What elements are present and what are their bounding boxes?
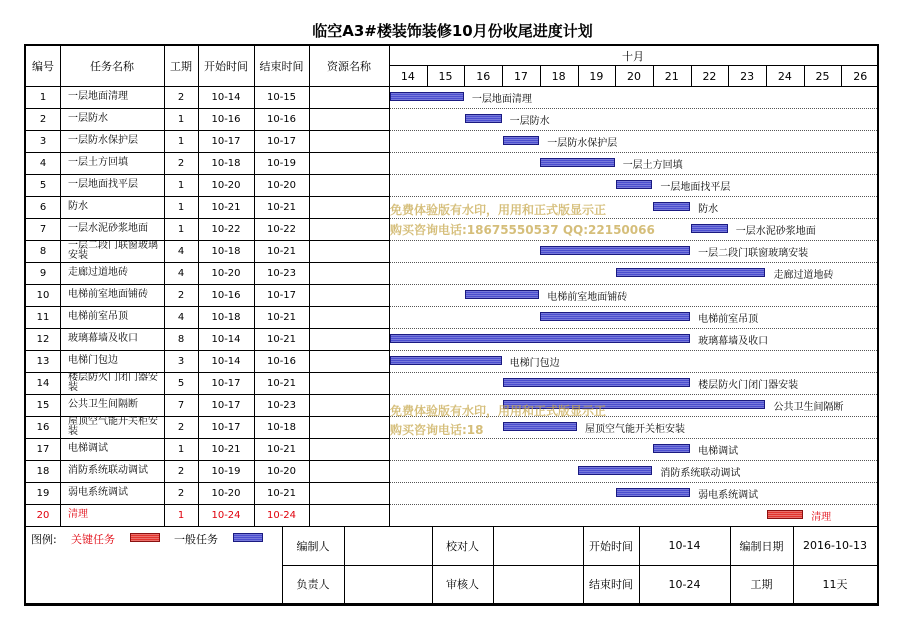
task-id-cell: 14 (36, 377, 50, 389)
footer-end-value: 10-24 (668, 577, 701, 591)
footer-date-label: 编制日期 (739, 539, 784, 553)
task-start-cell: 10-17 (211, 421, 241, 433)
header-dur: 工期 (170, 60, 192, 73)
row-dotted-line (389, 284, 877, 285)
header-day: 16 (476, 69, 491, 83)
task-id-cell: 12 (36, 333, 50, 345)
task-end-cell: 10-18 (266, 421, 297, 433)
task-name-cell: 屋顶空气能开关柜安装 (68, 416, 158, 437)
task-start-cell: 10-17 (211, 135, 241, 147)
footer-checker-label: 校对人 (446, 539, 479, 553)
task-dur-cell: 4 (177, 245, 185, 257)
task-end-cell: 10-17 (266, 135, 297, 147)
legend-normal-label: 一般任务 (174, 533, 218, 546)
task-start-cell: 10-20 (211, 267, 241, 279)
row-dotted-line (389, 152, 877, 153)
task-bar[interactable] (540, 158, 614, 167)
task-bar[interactable] (465, 290, 539, 299)
task-end-cell: 10-21 (266, 333, 297, 345)
task-bar-label: 电梯前室地面铺砖 (547, 292, 628, 303)
column-line (309, 46, 310, 526)
task-bar-label: 走廊过道地砖 (773, 270, 834, 281)
column-line (389, 46, 390, 526)
day-divider (464, 65, 465, 86)
task-bar-label: 防水 (698, 204, 719, 215)
task-dur-cell: 1 (177, 179, 185, 191)
header-day: 15 (438, 69, 453, 83)
task-bar[interactable] (653, 444, 690, 453)
task-id-cell: 10 (36, 289, 50, 301)
task-start-cell: 10-14 (211, 91, 241, 103)
footer-start-value: 10-14 (668, 539, 701, 552)
task-id-cell: 16 (36, 421, 50, 433)
task-id-cell: 3 (39, 135, 47, 147)
row-dotted-line (389, 504, 877, 505)
task-name-cell: 一层土方回填 (68, 157, 128, 168)
task-bar[interactable] (691, 224, 728, 233)
task-start-cell: 10-18 (211, 157, 241, 169)
task-end-cell: 10-21 (266, 201, 297, 213)
header-name: 任务名称 (90, 60, 134, 73)
task-end-cell: 10-16 (266, 113, 297, 125)
task-dur-cell: 1 (177, 443, 185, 455)
task-id-cell: 19 (36, 487, 50, 499)
footer-dur-value: 11天 (822, 578, 848, 591)
task-name-cell: 一层防水保护层 (68, 135, 138, 146)
header-id: 编号 (32, 60, 54, 73)
task-start-cell: 10-16 (211, 289, 241, 301)
column-line (198, 46, 199, 526)
task-start-cell: 10-17 (211, 377, 241, 389)
task-end-cell: 10-21 (266, 311, 297, 323)
task-bar[interactable] (390, 356, 502, 365)
task-name-cell: 公共卫生间隔断 (68, 399, 138, 410)
task-name-cell: 一层水泥砂浆地面 (68, 223, 148, 234)
task-bar[interactable] (503, 378, 691, 387)
task-name-cell: 一层地面清理 (68, 91, 128, 102)
task-end-cell: 10-21 (266, 245, 297, 257)
task-end-cell: 10-20 (266, 179, 297, 191)
row-dotted-line (389, 174, 877, 175)
task-start-cell: 10-16 (211, 113, 241, 125)
row-dotted-line (389, 196, 877, 197)
task-bar[interactable] (465, 114, 502, 123)
task-id-cell: 20 (36, 509, 50, 521)
task-dur-cell: 2 (177, 465, 185, 477)
task-dur-cell: 5 (177, 377, 185, 389)
task-end-cell: 10-23 (266, 267, 297, 279)
task-start-cell: 10-14 (211, 355, 241, 367)
row-dotted-line (389, 350, 877, 351)
legend-title: 图例: (31, 533, 57, 546)
task-name-cell: 一层防水 (68, 113, 108, 124)
day-divider (502, 65, 503, 86)
task-bar-label: 一层地面找平层 (660, 182, 731, 193)
task-end-cell: 10-15 (266, 91, 297, 103)
task-end-cell: 10-24 (266, 509, 297, 521)
task-bar[interactable] (503, 422, 577, 431)
header-day: 22 (702, 69, 717, 83)
row-dotted-line (389, 262, 877, 263)
legend-critical-swatch (130, 533, 160, 542)
task-bar[interactable] (503, 136, 540, 145)
header-start: 开始时间 (204, 60, 248, 73)
task-start-cell: 10-19 (211, 465, 241, 477)
task-name-cell: 一层地面找平层 (68, 179, 138, 190)
task-id-cell: 6 (39, 201, 47, 213)
gantt-sheet (24, 44, 879, 606)
day-divider (728, 65, 729, 86)
day-divider (427, 65, 428, 86)
footer-reviewer-label: 审核人 (446, 578, 479, 591)
task-bar-label: 一层防水 (509, 116, 550, 127)
task-name-cell: 消防系统联动调试 (68, 465, 148, 476)
task-bar-label: 清理 (811, 512, 832, 523)
row-dotted-line (389, 372, 877, 373)
task-name-cell: 电梯调试 (68, 443, 108, 454)
task-bar-label: 楼层防火门闭门器安装 (698, 380, 799, 391)
task-start-cell: 10-21 (211, 201, 241, 213)
task-end-cell: 10-19 (266, 157, 297, 169)
task-dur-cell: 8 (177, 333, 185, 345)
task-bar[interactable] (390, 92, 464, 101)
task-bar-label: 电梯门包边 (509, 358, 560, 369)
header-res: 资源名称 (327, 60, 371, 73)
task-bar[interactable] (390, 334, 691, 343)
task-dur-cell: 7 (177, 399, 185, 411)
task-start-cell: 10-17 (211, 399, 241, 411)
task-start-cell: 10-14 (211, 333, 241, 345)
day-divider (578, 65, 579, 86)
task-end-cell: 10-22 (266, 223, 297, 235)
task-name-cell: 电梯前室吊顶 (68, 311, 128, 322)
day-divider (841, 65, 842, 86)
header-end: 结束时间 (259, 60, 304, 73)
day-divider (804, 65, 805, 86)
footer-end-label: 结束时间 (589, 578, 633, 591)
row-dotted-line (389, 460, 877, 461)
task-id-cell: 2 (39, 113, 47, 125)
task-dur-cell: 1 (177, 135, 185, 147)
task-dur-cell: 2 (177, 157, 185, 169)
footer-dur-label: 工期 (750, 578, 773, 591)
day-divider (691, 65, 692, 86)
task-id-cell: 8 (39, 245, 47, 257)
column-line (60, 46, 61, 526)
watermark-text: 购买咨询电话:18 (390, 423, 484, 437)
task-bar-label: 电梯调试 (698, 446, 739, 457)
task-bar[interactable] (540, 246, 690, 255)
task-id-cell: 15 (36, 399, 50, 411)
task-name-cell: 电梯前室地面铺砖 (68, 289, 148, 300)
task-id-cell: 7 (39, 223, 47, 235)
task-start-cell: 10-20 (211, 179, 241, 191)
critical-task-bar[interactable] (767, 510, 804, 519)
row-dotted-line (389, 328, 877, 329)
task-end-cell: 10-21 (266, 487, 297, 499)
task-name-cell: 弱电系统调试 (68, 487, 128, 498)
row-dotted-line (389, 306, 877, 307)
task-dur-cell: 1 (177, 509, 185, 521)
task-bar-label: 玻璃幕墙及收口 (698, 336, 769, 347)
day-divider (540, 65, 541, 86)
row-dotted-line (389, 482, 877, 483)
row-dotted-line (389, 438, 877, 439)
legend-normal-swatch (233, 533, 263, 542)
task-bar-label: 弱电系统调试 (698, 490, 759, 501)
task-name-cell: 一层二段门联窗玻璃安装 (68, 240, 158, 261)
header-day: 18 (551, 69, 566, 83)
header-month: 十月 (622, 49, 644, 63)
header-day: 17 (513, 69, 528, 83)
task-id-cell: 4 (39, 157, 47, 169)
task-name-cell: 清理 (68, 509, 88, 520)
task-bar[interactable] (578, 466, 652, 475)
header-day: 19 (589, 69, 604, 83)
header-day: 26 (853, 69, 868, 83)
row-dotted-line (389, 394, 877, 395)
row-dotted-line (389, 218, 877, 219)
task-name-cell: 防水 (68, 201, 88, 212)
footer-owner-label: 负责人 (296, 578, 330, 591)
footer-editor-label: 编制人 (296, 539, 330, 553)
task-start-cell: 10-22 (211, 223, 241, 235)
day-divider (615, 65, 616, 86)
header-day: 21 (664, 69, 679, 83)
task-start-cell: 10-21 (211, 443, 241, 455)
task-dur-cell: 4 (177, 267, 185, 279)
task-bar-label: 公共卫生间隔断 (773, 402, 844, 413)
task-id-cell: 5 (39, 179, 47, 191)
task-name-cell: 走廊过道地砖 (68, 267, 128, 278)
task-dur-cell: 2 (177, 91, 185, 103)
legend-critical-label: 关键任务 (71, 533, 115, 546)
watermark-text: 购买咨询电话:18675550537 QQ:22150066 (390, 223, 655, 237)
header-day: 14 (400, 69, 415, 83)
task-bar-label: 一层水泥砂浆地面 (735, 226, 816, 237)
column-line (254, 46, 255, 526)
header-day: 23 (740, 69, 755, 83)
task-start-cell: 10-18 (211, 311, 241, 323)
watermark-text: 免费体验版有水印，用用和正式版显示正 (390, 404, 607, 418)
task-id-cell: 13 (36, 355, 50, 367)
task-bar-label: 屋顶空气能开关柜安装 (585, 424, 685, 435)
header-day: 24 (777, 69, 792, 83)
watermark-text: 免费体验版有水印，用用和正式版显示正 (390, 203, 607, 217)
column-line (164, 46, 165, 526)
task-name-cell: 玻璃幕墙及收口 (68, 333, 138, 344)
footer-date-value: 2016-10-13 (803, 539, 867, 552)
task-end-cell: 10-17 (266, 289, 297, 301)
task-id-cell: 17 (36, 443, 50, 455)
task-bar-label: 一层土方回填 (622, 160, 683, 171)
task-id-cell: 11 (36, 311, 50, 323)
task-bar[interactable] (540, 312, 690, 321)
task-dur-cell: 2 (177, 289, 185, 301)
task-bar-label: 一层二段门联窗玻璃安装 (698, 248, 809, 259)
task-dur-cell: 1 (177, 223, 185, 235)
task-bar[interactable] (616, 180, 653, 189)
task-end-cell: 10-21 (266, 377, 297, 389)
task-bar[interactable] (616, 268, 766, 277)
task-dur-cell: 1 (177, 201, 185, 213)
header-day: 20 (627, 69, 642, 83)
task-dur-cell: 4 (177, 311, 185, 323)
task-name-cell: 电梯门包边 (68, 355, 118, 366)
task-dur-cell: 3 (177, 355, 185, 367)
task-id-cell: 1 (39, 91, 47, 103)
task-bar-label: 电梯前室吊顶 (698, 314, 759, 325)
task-bar-label: 消防系统联动调试 (660, 468, 741, 479)
row-dotted-line (389, 240, 877, 241)
day-divider (653, 65, 654, 86)
task-end-cell: 10-20 (266, 465, 297, 477)
task-dur-cell: 2 (177, 421, 185, 433)
task-dur-cell: 1 (177, 113, 185, 125)
row-dotted-line (389, 130, 877, 131)
task-id-cell: 18 (36, 465, 50, 477)
task-start-cell: 10-18 (211, 245, 241, 257)
task-bar[interactable] (616, 488, 690, 497)
task-name-cell: 楼层防火门闭门器安装 (68, 372, 158, 393)
task-start-cell: 10-20 (211, 487, 241, 499)
task-end-cell: 10-16 (266, 355, 297, 367)
task-bar-label: 一层防水保护层 (547, 138, 618, 149)
task-id-cell: 9 (39, 267, 47, 279)
header-day: 25 (815, 69, 830, 83)
task-dur-cell: 2 (177, 487, 185, 499)
row-dotted-line (389, 108, 877, 109)
page-title: 临空A3#楼装饰装修10月份收尾进度计划 (312, 22, 593, 40)
task-end-cell: 10-21 (266, 443, 297, 455)
task-bar-label: 一层地面清理 (471, 94, 532, 105)
day-divider (766, 65, 767, 86)
task-end-cell: 10-23 (266, 399, 297, 411)
footer-start-label: 开始时间 (589, 539, 633, 553)
task-bar[interactable] (653, 202, 690, 211)
task-start-cell: 10-24 (211, 509, 241, 521)
